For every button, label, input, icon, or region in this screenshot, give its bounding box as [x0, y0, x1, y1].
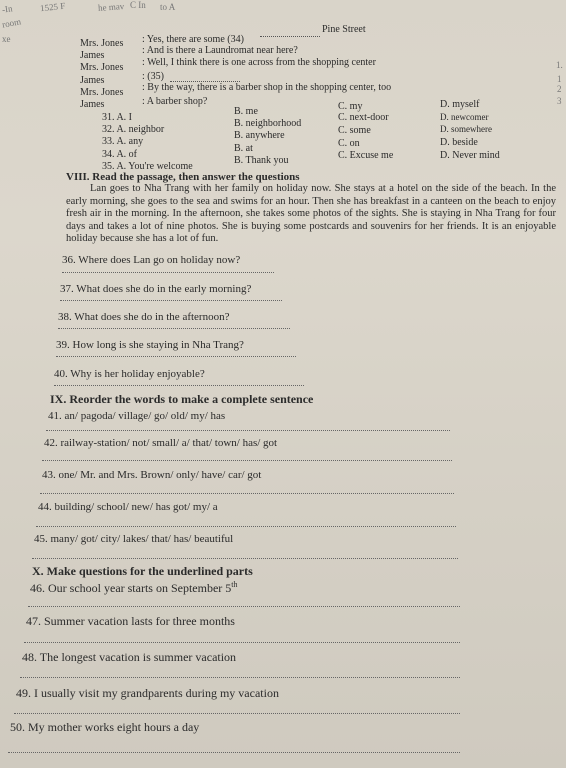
margin-mark: 1.	[556, 60, 563, 70]
ordinal-suffix: th	[231, 580, 238, 589]
answer-line[interactable]	[20, 677, 460, 678]
reorder-item: 45. many/ got/ city/ lakes/ that/ has/ beautiful	[34, 533, 234, 545]
answer-line[interactable]	[46, 430, 450, 431]
option-c: C. some	[338, 125, 371, 136]
corner-scribble: C In	[130, 0, 146, 10]
option-c: C. on	[338, 138, 360, 149]
option-d: D. beside	[440, 137, 478, 148]
question-item: 36. Where does Lan go on holiday now?	[62, 254, 241, 266]
answer-blank	[260, 36, 320, 37]
margin-mark: 1	[557, 74, 562, 84]
corner-scribble: to A	[160, 2, 176, 12]
answer-line[interactable]	[60, 300, 282, 301]
question-text: 46. Our school year starts on September 5	[30, 581, 232, 595]
reading-passage	[66, 183, 556, 246]
question-item: 49. I usually visit my grandparents during my vacation	[16, 686, 279, 700]
question-item	[30, 580, 238, 596]
option-c: C. my	[338, 101, 363, 112]
answer-line[interactable]	[58, 328, 290, 329]
corner-scribble: he mav	[97, 1, 125, 13]
answer-line[interactable]	[28, 606, 460, 607]
option-b: B. me	[234, 106, 258, 117]
dialogue-text: : (35)	[142, 71, 164, 82]
question-item: 39. How long is she staying in Nha Trang?	[56, 339, 244, 351]
option-d: D. somewhere	[440, 124, 492, 134]
option-d: D. newcomer	[440, 112, 489, 122]
option-b: B. neighborhood	[234, 118, 302, 129]
corner-scribble: 1525 F	[39, 0, 66, 14]
answer-line[interactable]	[36, 526, 456, 527]
answer-line[interactable]	[42, 460, 452, 461]
dialogue-speaker: James	[80, 99, 105, 110]
question-item: 47. Summer vacation lasts for three months	[26, 614, 235, 628]
option-b: B. at	[234, 143, 253, 154]
answer-line[interactable]	[14, 713, 460, 714]
question-item: 48. The longest vacation is summer vacation	[22, 650, 237, 664]
option-a: 32. A. neighbor	[102, 124, 165, 135]
dialogue-text: : A barber shop?	[142, 96, 208, 107]
dialogue-speaker: Mrs. Jones	[80, 62, 124, 73]
section-heading-ix: IX. Reorder the words to make a complete sentence	[50, 392, 314, 406]
question-item: 50. My mother works eight hours a day	[10, 720, 200, 734]
dialogue-text: : By the way, there is a barber shop in the shopping center, too	[142, 82, 392, 93]
option-b: B. anywhere	[234, 130, 285, 141]
answer-line[interactable]	[8, 752, 460, 753]
corner-scribble: room	[1, 16, 22, 30]
answer-line[interactable]	[24, 642, 460, 643]
question-item: 38. What does she do in the afternoon?	[58, 311, 230, 323]
option-b: B. Thank you	[234, 155, 289, 166]
corner-scribble: xe	[2, 34, 11, 44]
margin-mark: 3	[557, 96, 562, 106]
answer-line[interactable]	[40, 493, 454, 494]
question-item: 40. Why is her holiday enjoyable?	[54, 368, 205, 380]
answer-line[interactable]	[54, 385, 304, 386]
margin-mark: 2	[557, 84, 562, 94]
answer-line[interactable]	[32, 558, 458, 559]
section-heading-viii: VIII. Read the passage, then answer the questions	[66, 171, 300, 183]
option-d: D. myself	[440, 99, 480, 110]
option-d: D. Never mind	[440, 150, 500, 161]
option-a: 33. A. any	[102, 136, 144, 147]
section-heading-x: X. Make questions for the underlined parts	[32, 564, 253, 578]
passage-text: Lan goes to Nha Trang with her family on holiday now. She stays at a hotel on the side of the beach. In the early morning, she goes to the sea and swims for an hour. Then she has breakfast in a canteen on the beach to enjoy fresh air in the morning. In the afternoon, she takes some photos of the sights. She is staying in Nha Trang for four days and takes a lot of nine photos. She is buying some postcards and souvenirs for her friends. It is an enjoyable holiday because she has a lot of fun.	[66, 183, 556, 244]
corner-scribble: -In	[1, 3, 14, 15]
reorder-item: 41. an/ pagoda/ village/ go/ old/ my/ has	[48, 410, 226, 422]
dialogue-text: : And is there a Laundromat near here?	[142, 45, 298, 56]
dialogue-text: : Yes, there are some (34)	[142, 34, 244, 45]
option-a: 35. A. You're welcome	[102, 161, 193, 172]
dialogue-speaker: James	[80, 50, 105, 61]
question-item: 37. What does she do in the early morning?	[60, 283, 252, 295]
answer-line[interactable]	[56, 356, 296, 357]
option-c: C. next-door	[338, 112, 389, 123]
dialogue-speaker: Mrs. Jones	[80, 38, 124, 49]
reorder-item: 43. one/ Mr. and Mrs. Brown/ only/ have/ car/ got	[42, 469, 262, 481]
option-a: 31. A. I	[102, 112, 132, 123]
street-label: Pine Street	[322, 24, 366, 35]
dialogue-text: : Well, I think there is one across from the shopping center	[142, 57, 376, 68]
dialogue-speaker: Mrs. Jones	[80, 87, 124, 98]
reorder-item: 44. building/ school/ new/ has got/ my/ a	[38, 501, 218, 513]
reorder-item: 42. railway-station/ not/ small/ a/ that/ town/ has/ got	[44, 437, 278, 449]
answer-line[interactable]	[62, 272, 274, 273]
option-c: C. Excuse me	[338, 150, 394, 161]
dialogue-speaker: James	[80, 75, 105, 86]
option-a: 34. A. of	[102, 149, 137, 160]
